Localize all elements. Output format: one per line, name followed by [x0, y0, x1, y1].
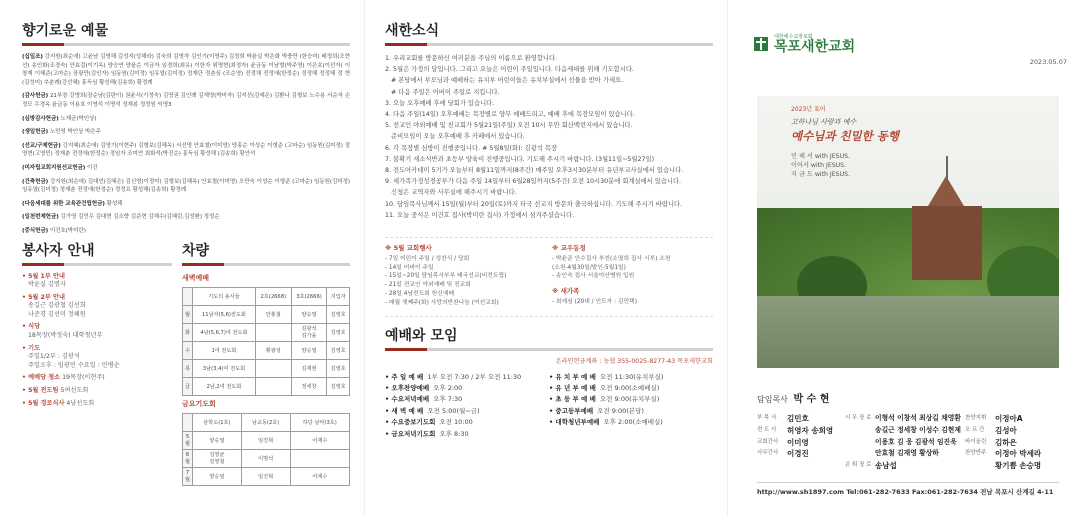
- notice-events-title: ※ 5월 교회행사: [385, 244, 432, 253]
- car-owner: 김영호: [327, 377, 350, 395]
- worship-item: [549, 383, 713, 394]
- staff-item: [965, 425, 1063, 437]
- volunteer-names: 18목장(박정숙) 대학청년부: [28, 332, 103, 340]
- retired-row: [845, 460, 961, 472]
- volunteer-names: 4남선도회: [64, 399, 95, 407]
- worship-name: • 금요저녁기도회: [385, 429, 436, 438]
- worship-time: 오후 2:00(소예배실): [603, 418, 663, 427]
- church-contact: http://www.sh1897.com Tel:061-282-7633 Fax:061-282-7634 전남 목포시 산계길 4-11: [757, 482, 1059, 496]
- volunteer-names: 송길근 김광철 김선희 나준경 김선미 정혜원: [28, 302, 86, 318]
- news-item: # 다음 주일은 어버이 주일로 지킵니다.: [391, 88, 500, 96]
- volunteer-item: [22, 387, 172, 396]
- car-group: 1여 전도회: [193, 341, 256, 359]
- staff-role: 찬양반주: [965, 450, 987, 457]
- news-item: # 본당에서 부모님과 예배하는 유치부 어린이들은 유치부실에서 선물을 받아 가세요.: [391, 77, 624, 85]
- notice-boxes: [385, 237, 713, 317]
- staff-item: [757, 425, 841, 437]
- car2-row: [183, 467, 350, 485]
- account-info: 온라인헌금계좌 : 농협 355-0025-8277-43 목포새한교회: [555, 357, 713, 365]
- worship-name: • 중고등부예배: [549, 406, 594, 415]
- worship-time: 오전 10:00: [439, 418, 473, 427]
- cover-photo: [757, 96, 1059, 368]
- offering-entry: [22, 115, 350, 124]
- volunteer-item: [22, 374, 172, 383]
- car2-driver: 김영균 김영철: [193, 449, 242, 467]
- car-header-cell: 3호(2666): [291, 287, 327, 305]
- offering-entry: [22, 227, 350, 236]
- car-driver-2: 안홍철: [255, 305, 291, 323]
- car2-driver: 어재수: [290, 467, 349, 485]
- staff-role: 오 르 간: [965, 426, 985, 433]
- news-item: 3. 오늘 오후예배 후에 당회가 있습니다.: [385, 99, 495, 107]
- senior-pastor: [757, 390, 829, 405]
- offering-label: (일천번제헌금): [22, 214, 59, 221]
- offering-label: (감사헌금): [22, 93, 49, 100]
- worship-name: • 새 벽 예 배: [385, 406, 424, 415]
- offerings-title: 향기로운 예물: [22, 23, 109, 39]
- offering-label: (건축헌금): [22, 178, 49, 185]
- car2-driver: 임진혁: [241, 467, 290, 485]
- notice-line: - 박윤준 안수집사 부친(소멸희 집사 시부) 소천: [552, 255, 671, 262]
- worship-name: • 초 등 부 예 배: [549, 395, 596, 404]
- car-driver-3: 양승열: [291, 305, 327, 323]
- worship-time: 1부 오전 7:30 / 2부 오전 11:30: [427, 372, 522, 381]
- worship-item: [385, 383, 549, 394]
- worship-item: [549, 394, 713, 405]
- car-sub-dawn: 새벽예배: [182, 273, 210, 282]
- news-title: 새한소식: [385, 23, 440, 39]
- motto-small: 고하나님 사랑과 예수: [791, 118, 857, 126]
- car2-driver: 임진혁: [241, 431, 290, 449]
- worship-item: [385, 429, 549, 440]
- offering-entry: [22, 92, 350, 109]
- offering-names: 강지원(최순애) 고윤남 김영해 김성지(성해라) 김숙희 김영자 김인기(이영주) 김정희 박윤실 박은화 박충만 (한승미) 배정희(조현선) 송인화(조경숙) 안효걸(이기옥) 양승연 양윤순 이금자 임경희(최유) 이한자 위명현(최정자) 윤금동 이남철(박주영) 이은호(이선자) 이창재 이혜준(고마순) 장광만(김인자) 임동원(김미정) 임유열(김미정) 정재단 정춘심 (조순영) 전경채 전정애(한정순) 정정혜 정정혜 정 현(김성미) 추춘례(강선혜) 홍득심 황성해(김송희) 황정례: [22, 54, 350, 86]
- worship-item: [549, 406, 713, 417]
- offering-names: 김가영 김민우 김대현 김소향 김준현 김해수(김혜린,김성환) 정정순: [58, 214, 220, 221]
- news-item: 2. 5월은 가정의 달입니다. 그리고 오늘은 어린이 주일입니다. 다음세대를 위해 기도합시다.: [385, 66, 634, 74]
- offering-label: (생일헌금): [22, 129, 49, 136]
- volunteer-role: • 예배당 청소: [22, 374, 61, 382]
- motto-main: 예수님과 친밀한 동행: [791, 129, 899, 143]
- car-header-cell: 기도의 용사들: [193, 287, 256, 305]
- notice-line: - 7일 어린이 주일 / 성찬식 / 당회: [385, 255, 470, 262]
- worship-item: [549, 417, 713, 428]
- news-item: 1. 우리교회를 방문하신 여러분을 주님의 이름으로 환영합니다.: [385, 55, 558, 62]
- volunteer-title: 봉사자 안내: [22, 242, 95, 259]
- staff-role: 찬양지휘: [965, 415, 987, 421]
- car2-driver: 양승열: [193, 431, 242, 449]
- car2-driver: 어재수: [290, 431, 349, 449]
- car-group: 4남(5,6,7)여 전도회: [193, 323, 256, 341]
- notice-newcomers-title: ※ 새가족: [552, 287, 580, 296]
- offering-names: 강지혜(최순애) 김영기(이현주) 김형보(김혜옥) 서선명 안효철(이미영) 양홍순 이성순 이형준 (고마순) 임동원(김미정) 정영현(고영민) 정재춘 전정애(한정순) 정임자 조미연 최화석(박진순) 홍득심 황성해 (김송희) 황안석: [22, 142, 350, 158]
- worship-time: 오전 5:00(월~금): [427, 406, 480, 415]
- car-header-row: [183, 287, 350, 305]
- table-corner: [183, 287, 193, 305]
- car-driver-2: [255, 377, 291, 395]
- cover-text: [791, 104, 941, 179]
- car2-month: 7월: [183, 467, 193, 485]
- motto-line: 민 해 서 with JESUS.: [791, 153, 851, 160]
- offering-entry: [22, 164, 350, 173]
- pastor-name: 박 수 현: [793, 394, 830, 405]
- car-row: [183, 359, 350, 377]
- car-day: 금: [183, 377, 193, 395]
- volunteer-role: • 5월 1부 안내: [22, 272, 65, 280]
- car-title: 차량: [182, 242, 210, 259]
- staff-item: [965, 437, 1063, 449]
- car-driver-2: [255, 323, 291, 341]
- volunteer-item: [22, 323, 172, 340]
- retired-label: 은 퇴 장 로: [845, 462, 872, 469]
- notice-line: - 송인숙 집사 서울아산병원 입원: [552, 273, 635, 280]
- offering-label: (중식헌금): [22, 227, 49, 234]
- worship-name: • 대학청년부예배: [549, 418, 600, 427]
- offerings-list: [22, 53, 350, 236]
- car2-row: [183, 431, 350, 449]
- volunteer-item: [22, 400, 172, 409]
- church-logo: [728, 0, 1091, 54]
- car-bar: [182, 263, 350, 266]
- car-driver-3: 김재현: [291, 359, 327, 377]
- staff-left: [757, 413, 845, 472]
- motto-year: 2023년 표어: [791, 106, 826, 113]
- worship-schedule: [385, 372, 713, 440]
- staff-role: 교회간사: [757, 438, 779, 445]
- volunteer-role: • 식당: [22, 323, 41, 331]
- volunteer-item: [22, 345, 172, 371]
- car-driver-2: [255, 359, 291, 377]
- notice-events-list: [385, 255, 546, 308]
- car2-header-cell: 하당 남악(3호): [290, 413, 349, 431]
- staff-role: 전 도 사: [757, 426, 777, 433]
- volunteer-names: 박윤실 김명자: [28, 281, 66, 289]
- offering-label: (다음세대를 위한 교육관건립헌금): [22, 200, 105, 207]
- offering-entry: [22, 213, 350, 222]
- staff-item: [757, 437, 841, 449]
- church-building: [912, 206, 982, 280]
- motto-line: 지 금 도 with JESUS.: [791, 171, 851, 178]
- staff-name: 이미영: [787, 437, 809, 447]
- car-driver-3: 양승열: [291, 341, 327, 359]
- car-day: 목: [183, 359, 193, 377]
- offerings-bar: [22, 43, 350, 46]
- worship-title: 예배와 모임: [385, 327, 458, 344]
- staff-role: 바이올린: [965, 438, 987, 445]
- car-driver-3: 정세창: [291, 377, 327, 395]
- news-item: 신청은 교역자와 사무실에 해주시기 바랍니다.: [391, 189, 517, 197]
- offering-names: 노재균(박인상): [58, 115, 97, 122]
- offering-entry: [22, 178, 350, 195]
- car-owner: 김영호: [327, 305, 350, 323]
- cover-water: [757, 296, 1059, 368]
- staff-name: 허영자 송희영: [787, 425, 834, 435]
- bottom-row: [22, 242, 350, 486]
- volunteer-item: [22, 273, 172, 290]
- staff-item: [757, 448, 841, 460]
- motto-lines: [791, 152, 941, 179]
- notice-line: (소천-4월30일/발인-5월1일): [552, 264, 626, 271]
- worship-section: [385, 327, 713, 440]
- car-owner: 김영호: [327, 341, 350, 359]
- news-item: 4. 다음 주일(14일) 오후예배는 목장별로 양무 예배드리고, 예배 후에 목장모임이 있습니다.: [385, 111, 635, 119]
- worship-time: 오전 9:00(본당): [597, 406, 644, 415]
- offering-label: (심방감사헌금): [22, 115, 59, 122]
- news-item: 11. 오늘 중식은 이건호 집사(박미란 집사) 가정에서 섬겨주셨습니다.: [385, 211, 575, 219]
- news-item: 준비모임이 오늘 오후예배 후 카페에서 있습니다.: [391, 133, 525, 141]
- staff-item: [965, 413, 1063, 425]
- notice-line: - 21일 전교인 야외예배 및 친교회: [385, 282, 471, 289]
- offering-names: 강지원(최순애) 김대언(김혜은) 김신영(이정미) 김형보(김혜옥) 안효철(이미영) 오만숙 이성순 이형준 (고마순) 임동원(김미정) 임유열(김미정) 정재춘 전정애(한정순) 정정요 황성해(김송희) 황정례: [22, 178, 350, 194]
- news-item: 7. 불확기 새소식반과 초등부 양육이 진행중입니다. 기도해 주시기 바랍니다. (3월11일~5월27일): [385, 155, 655, 163]
- car2-driver: [290, 449, 349, 467]
- offering-entry: [22, 128, 350, 137]
- worship-time: 오후 8:30: [439, 429, 469, 438]
- panel-cover: [727, 0, 1091, 516]
- offering-label: (선교/구제헌금): [22, 142, 61, 149]
- car-day: 월: [183, 305, 193, 323]
- car-owner: 김영호: [327, 323, 350, 341]
- car-day: 수: [183, 341, 193, 359]
- news-item: 8. 전도아카데미 5기가 오늘부터 8월11일까지(8주간) 매주일 오후3시30분부터 유년부교사실에서 있습니다.: [385, 167, 684, 175]
- staff-name: 이정아 박세라 황기쁨 손승명: [995, 449, 1042, 471]
- volunteer-bar: [22, 263, 172, 266]
- car-group: 3남(3,4)여 전도회: [193, 359, 256, 377]
- worship-item: [549, 372, 713, 383]
- notice-line: - 28일 4남전도회 헌신예배: [385, 291, 455, 298]
- worship-bar: [385, 348, 713, 351]
- staff-right: [965, 413, 1067, 472]
- news-bar: [385, 43, 713, 46]
- car2-header-cell: 남교동(2호): [241, 413, 290, 431]
- staff-role: 사무간사: [757, 450, 779, 457]
- news-item: 5. 전교인 야외예배 및 친교회가 5월21일(주일) 오전 10시 무안 회산백련지에서 있습니다.: [385, 122, 633, 130]
- staff-item: [757, 413, 841, 425]
- car-owner: 김영호: [327, 359, 350, 377]
- car-row: [183, 377, 350, 395]
- car-row: [183, 341, 350, 359]
- worship-name: • 오후찬양예배: [385, 384, 430, 393]
- worship-time: 오전 11:30(유치부실): [599, 372, 664, 381]
- offering-label: (십일조): [22, 54, 43, 60]
- worship-left: [385, 372, 549, 440]
- car-header-cell: 2호(2668): [255, 287, 291, 305]
- offering-names: 노민영 박인상 박은주: [48, 129, 101, 136]
- worship-time: 오전 9:00(소예배실): [599, 384, 660, 393]
- notice-line: - 15일~20일 담임목사부부 태국선교(비전트립): [385, 273, 507, 280]
- staff-name: 이경진: [787, 449, 809, 459]
- car2-row: [183, 449, 350, 467]
- staff-name: 김하은: [995, 437, 1017, 447]
- elders-names: 이형석 이창석 최상길 채영환 송길근 정세창 이성수 김현제 이용호 김 웅 김광석 임진욱 안효철 김재영 황상하: [875, 414, 961, 458]
- staff-item: [965, 448, 1063, 472]
- worship-name: • 유 년 부 예 배: [549, 384, 596, 393]
- notice-line: - 최예심 (20대 / 인도자 : 김민택): [552, 299, 637, 306]
- car2-header-cell: 삼학도(1호): [193, 413, 242, 431]
- car-table-dawn: [182, 287, 350, 396]
- news-item: 9. 세가족가정성경공부가 다음 주일 14일부터 6월28일까지(5주간) 오전 10시30분에 회계실에서 있습니다.: [385, 178, 682, 186]
- volunteer-names: 주일1/2부 : 김광석 주일오후 : 임광민 수요일 : 민병순: [28, 353, 120, 369]
- car-group: 11남자(5,6)전도회: [193, 305, 256, 323]
- volunteer-role: • 5월 2부 안내: [22, 293, 65, 301]
- car-group: 2남,2여 전도회: [193, 377, 256, 395]
- staff-name: 김민호: [787, 414, 809, 423]
- church-name: 목포새한교회: [774, 39, 856, 55]
- car-sub-friday: 금요기도회: [182, 399, 216, 408]
- worship-name: • 수요중보기도회: [385, 418, 436, 427]
- notice-events: [385, 244, 546, 308]
- motto-line: 이어서 with JESUS.: [791, 162, 847, 169]
- staff-list: [757, 413, 1067, 472]
- offering-names: 이건호(박미란): [48, 227, 86, 234]
- offering-entry: [22, 142, 350, 159]
- worship-time: 오후 7:30: [433, 395, 463, 404]
- volunteer-names: 5여선도회: [58, 387, 89, 395]
- volunteer-names: 19목장(이현주): [60, 374, 105, 382]
- car-header-cell: 지입자: [327, 287, 350, 305]
- retired-name: 송남섭: [875, 461, 897, 471]
- staff-name: 김성아: [995, 425, 1017, 435]
- notice-members: [552, 244, 713, 308]
- worship-name: • 유 치 부 예 배: [549, 372, 596, 381]
- notice-members-title: ※ 교우동정: [552, 244, 586, 253]
- car-table-friday: [182, 413, 350, 486]
- car2-month: 5월: [183, 431, 193, 449]
- offering-names: 황성해: [104, 200, 123, 207]
- volunteer-list: [22, 273, 172, 409]
- car-section: [182, 242, 350, 486]
- pastor-label: 담임목사: [757, 395, 788, 404]
- staff-role: 부 목 사: [757, 415, 777, 421]
- car-row: [183, 323, 350, 341]
- bulletin-date: 2023.05.07: [1029, 58, 1067, 66]
- car-row: [183, 305, 350, 323]
- worship-item: [385, 417, 549, 428]
- notice-newcomers-list: [552, 298, 713, 307]
- car-day: 화: [183, 323, 193, 341]
- worship-right: [549, 372, 713, 440]
- elders-label: 시 무 장 로: [845, 415, 872, 421]
- car2-driver: 이명석: [241, 449, 290, 467]
- worship-item: [385, 394, 549, 405]
- panel-news: [364, 0, 727, 516]
- car2-driver: 양승열: [193, 467, 242, 485]
- volunteer-role: • 기도: [22, 344, 41, 352]
- news-list: [385, 53, 713, 221]
- offering-entry: [22, 200, 350, 209]
- volunteer-role: • 5월 전도팀: [22, 387, 59, 395]
- table-corner: [183, 413, 193, 431]
- elders-row: [845, 413, 961, 460]
- volunteer-role: • 5월 경로식사: [22, 399, 65, 407]
- offering-names: 이건: [85, 164, 98, 171]
- worship-name: • 수요저녁예배: [385, 395, 430, 404]
- denomination: 대한예수교장로회: [774, 34, 813, 40]
- volunteer-item: [22, 294, 172, 320]
- car2-header-row: [183, 413, 350, 431]
- worship-time: 오후 2:00: [433, 384, 463, 393]
- car-driver-2: 황광성: [255, 341, 291, 359]
- worship-time: 오전 9:00(유치부실): [599, 395, 660, 404]
- staff-elders: [845, 413, 965, 472]
- car2-month: 6월: [183, 449, 193, 467]
- volunteer-section: [22, 242, 172, 486]
- offering-entry: [22, 53, 350, 87]
- notice-line: - 14일 어버이 주일: [385, 264, 434, 271]
- car-driver-3: 김광석 김가을: [291, 323, 327, 341]
- worship-name: • 주 일 예 배: [385, 372, 424, 381]
- cross-logo-icon: [754, 37, 768, 51]
- worship-item: [385, 372, 549, 383]
- panel-offerings: [0, 0, 364, 516]
- news-item: 6. 각 목장별 심방이 진행중입니다. # 5월8일(화): 김광석 목장: [385, 144, 558, 152]
- news-item: 10. 담임목사님께서 15일(월)부터 20일(토)까지 타국 선교지 방문차 출국하십니다. 기도해 주시기 바랍니다.: [385, 200, 683, 208]
- offering-label: (미자립교회지원선교헌금): [22, 164, 86, 171]
- worship-item: [385, 406, 549, 417]
- notice-members-list: [552, 255, 713, 281]
- notice-line: - 매월 셋째주(화) 사랑의반찬나눔 (여선교회): [385, 299, 499, 306]
- offering-names: 21부장 강명희(장순남(김판이) 권윤서(기정숙) 김영권 김인례 김재영(박미자) 김지선(김예은) 김환나 김형보 노수용 서순자 손정모 우경옥 윤금동 이용호 이영석 이명석 정재봉 정정원 익명3: [22, 93, 350, 108]
- staff-name: 이정아A: [995, 414, 1023, 423]
